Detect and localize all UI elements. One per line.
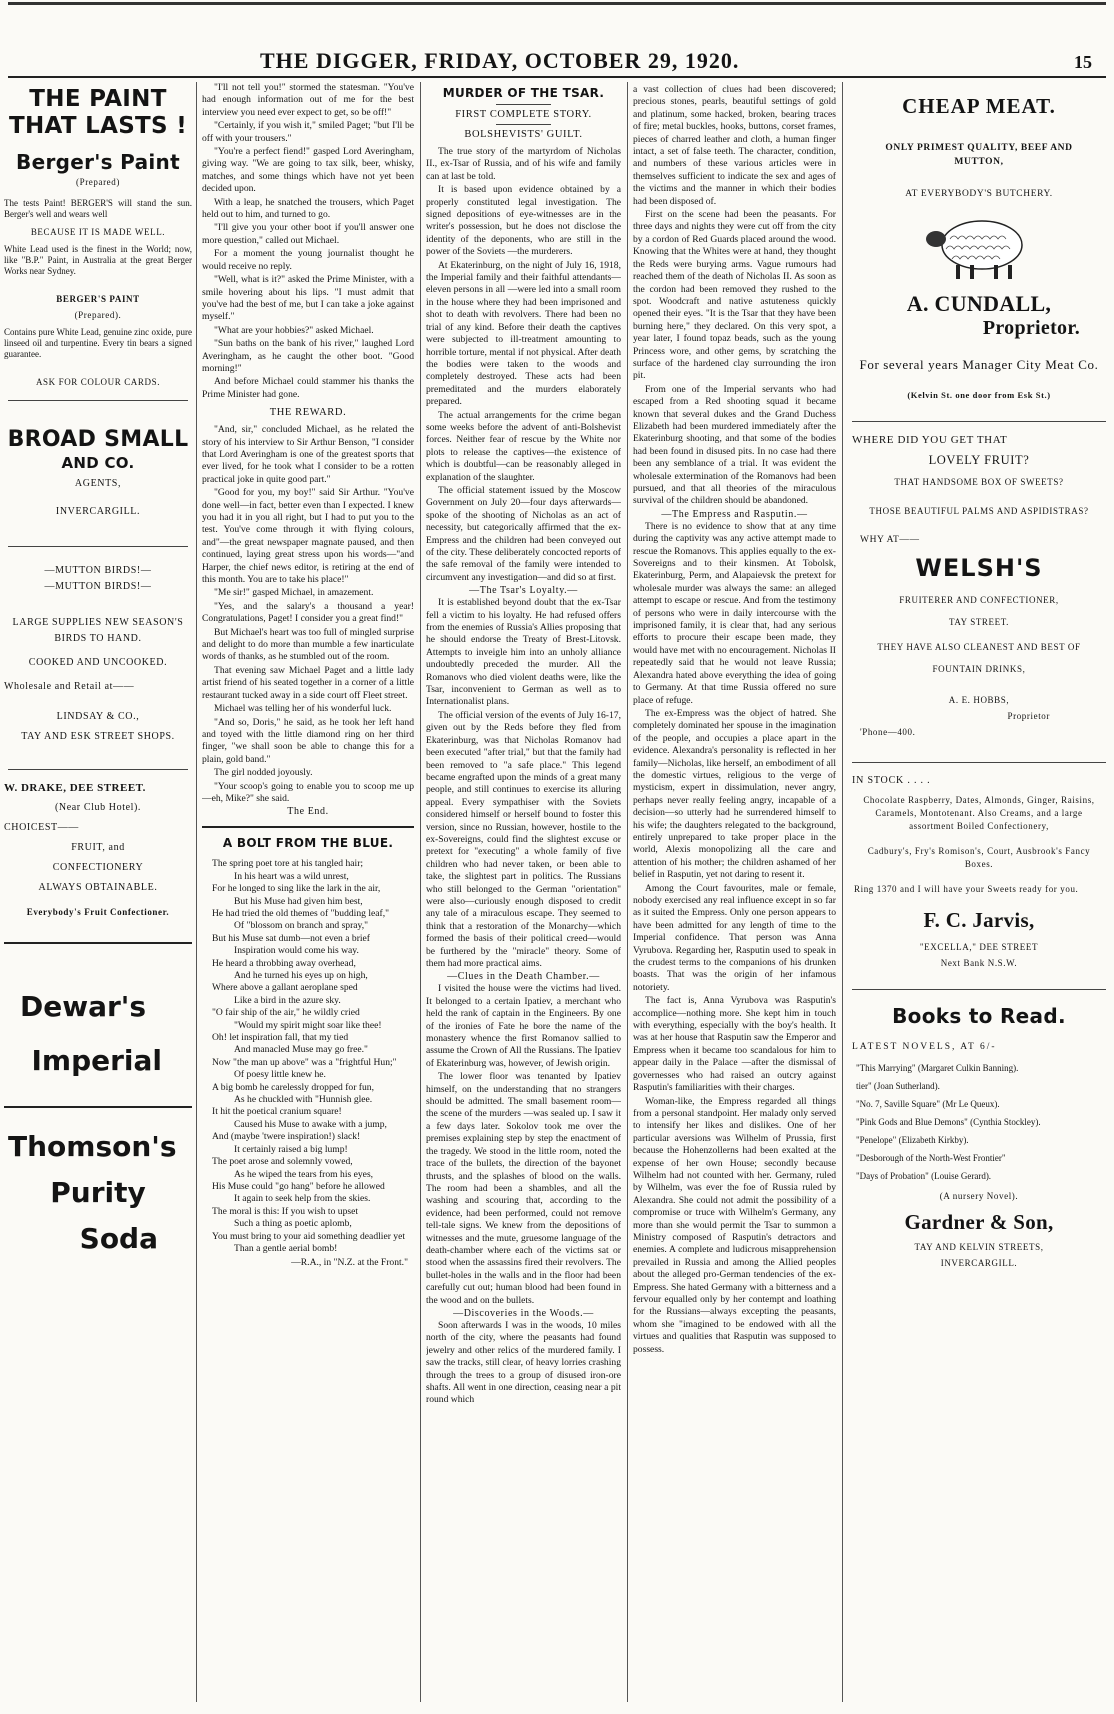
fruit-where: WHERE DID YOU GET THAT [852,434,1008,446]
story-paragraph: "Your scoop's going to enable you to scoop me up—eh, Mike?" she said. [202,780,414,804]
broad-small-co: AND CO. [61,454,135,472]
drake-choicest: CHOICEST—— [4,822,79,833]
poem-line: It hit the poetical cranium square! [212,1106,342,1118]
meat-address: (Kelvin St. one door from Esk St.) [907,390,1051,400]
poem-line: Like a bird in the azure sky. [234,994,341,1006]
thomsons-line-3: Soda [79,1222,158,1255]
ad-divider [8,400,188,401]
article-paragraph: The official statement issued by the Moscow Government on July 20—four days afterwards—spoke of the shooting of Nicholas as an act of necessity, but categorically affirmed that the ex-Empress and the children had been conveyed out of the city. These deliberately concocted reports of the safe removal of the family were intended to circumvent any investigation—and did so at first. [426,484,621,583]
poem-line: Oh! let inspiration fall, that my tied [212,1032,349,1044]
article-paragraph: It is based upon evidence obtained by a properly constituted legal investigation. The signed depositions of eye-witnesses are in the writer's possession, but he does not disclose the identity of the deponents, who are still in the power of the Soviets —the murderers. [426,184,621,258]
reward-subheading: THE REWARD. [269,407,347,419]
fruit-proprietor: Proprietor [1007,711,1050,721]
fruit-owner: A. E. HOBBS, [948,695,1010,705]
poem-line: As he wiped the tears from his eyes, [234,1168,374,1180]
stock-ring: Ring 1370 and I will have your Sweets ready for you. [854,884,1079,894]
ad-divider [852,762,1106,763]
paint-body-2: White Lead used is the finest in the World; now, like "B.P." Paint, in Australia at the great Berger Works near Sydney. [4,244,192,276]
story-paragraph: "Good for you, my boy!" said Sir Arthur. "You've done well—in fact, better even than I expected. I knew you had it in you all right, but I had to put you to the test. You've come through it with flying colours, and"—the great newspaper magnate paused, and then continued, laying great stress upon his words—"and Harper, the chief news editor, is retiring at the end of this month. You are to take his place!" [202,487,414,586]
ad-divider [4,1106,192,1108]
poem-line: It certainly raised a big lump! [234,1143,348,1155]
broad-small-town: INVERCARGILL. [55,506,141,517]
mutton-birds-1: —MUTTON BIRDS!— [44,565,152,576]
story-paragraph: "Sun baths on the bank of his river," laughed Lord Averingham, as he caught the other boot. "Good morning!" [202,338,414,374]
gardner-town: INVERCARGILL. [940,1258,1018,1268]
mutton-birds-2: —MUTTON BIRDS!— [44,581,152,592]
story-paragraph: That evening saw Michael Paget and a little lady artist friend of his seated together in a corner of a little restaurant tucked away in a side court off Fleet street. [202,664,414,701]
poem-line: Of "blossom on branch and spray," [234,920,369,932]
story-paragraph: "And, sir," concluded Michael, as he related the story of his interview to Sir Arthur Benson, "I consider that Lord Averingham is one of the greatest sports that ever lived, for he took what I consider to be a rotten practical joke in quite good part." [202,424,414,485]
drake-fruit: FRUIT, and [71,842,125,853]
fruit-lovely: LOVELY FRUIT? [928,453,1030,467]
paint-ask-cards: ASK FOR COLOUR CARDS. [35,377,161,387]
article-paragraph: Woman-like, the Empress regarded all things from a personal standpoint. Her malady only served to intensify her likes and dislikes. One of her particular aversions was Wilhelm of Prussia, first because the Hohenzollerns had been exalted at the expense of her own House; secondly because Wilhelm had not counted with her. Germany, ruled by Wilhelm, was ever the foe of Russia ruled by Alexandra. She could not admit the possibility of a compromise or truce with Wilhelm's Germany, any more than she would permit the Tsar to summon a Ministry composed of Rasputin's detractors and enemies. A complete and ludicrous misapprehension prevailed in Russia and among the Allied peoples about the alleged pro-German tendencies of the ex-Empress. She hated Germany with a bitterness and a fervour equalled only by her contempt and loathing for the Russians—always excepting the peasants, whom she "imagined to be endowed with all the virtues and qualities that Rasputin was supposed to possess. [633,1095,836,1355]
section-heading: —The Empress and Rasputin.— [661,508,808,520]
poem-line: And (maybe 'twere inspiration!) slack! [212,1131,361,1143]
meat-proprietor-title: Proprietor. [982,317,1080,339]
headline-rule [496,124,551,125]
drake-always: ALWAYS OBTAINABLE. [38,882,158,893]
jarvis-next-bank: Next Bank N.S.W. [940,958,1018,968]
story-paragraph: The girl nodded joyously. [214,767,313,779]
story-paragraph: And before Michael could stammer his thanks the Prime Minister had gone. [202,376,414,400]
story-end: The End. [287,806,329,818]
broad-small-name: BROAD SMALL [7,427,189,452]
drake-name: W. DRAKE, DEE STREET. [4,782,146,794]
mutton-supplies: LARGE SUPPLIES NEW SEASON'S BIRDS TO HAND. [12,617,184,644]
article-paragraph: Soon afterwards I was in the woods, 10 miles north of the city, where the peasants had found jewelry and other relics of the murdered family. I saw the tracks, still clear, of heavy lorries crashing through the trees to a group of disused iron-ore shafts. All went in one direction, ceasing near a pit round which [426,1319,621,1406]
mutton-wholesale: Wholesale and Retail at—— [4,681,135,692]
poem-line: He heard a throbbing away overhead, [212,957,356,969]
story-paragraph: With a leap, he snatched the trousers, which Paget held out to him, and turned to go. [202,196,414,221]
story-paragraph: But Michael's heart was too full of mingled surprise and delight to do more than mumble a few inarticulate words of thanks, as he stumbled out of the room. [202,626,414,663]
paint-prepared: (Prepared) [76,177,120,187]
paint-body-1: The tests Paint! BERGER'S will stand the sun. Berger's well and wears well [4,198,192,219]
poem-line: In his heart was a wild unrest, [234,870,349,882]
fruit-palms: THOSE BEAUTIFUL PALMS AND ASPIDISTRAS? [869,506,1089,516]
poem-line: Inspiration would come his way. [234,945,359,957]
newspaper-title: THE DIGGER, FRIDAY, OCTOBER 29, 1920. [260,48,740,73]
dewars-line-1: Dewar's [20,990,147,1023]
paint-headline: THE PAINT THAT LASTS ! [8,86,188,139]
article-paragraph: The fact is, Anna Vyrubova was Rasputin's accomplice—nothing more. She kept him in touch with everything, especially with the boy's health. It was at her house that Rasputin saw the Emperor and Empress when it became too scandalous for him to appear daily in the Palace —after the dismissal of governesses who had raised an outcry against Rasputin's familiarities with their charges. [633,995,836,1094]
drake-everybody: Everybody's Fruit Confectioner. [26,907,170,917]
column-advertisements-left [4,82,192,1702]
section-heading: —Clues in the Death Chamber.— [447,971,600,983]
book-title: "This Marrying" (Margaret Culkin Banning). [856,1063,1019,1073]
book-title: "Desborough of the North-West Frontier" [856,1153,1006,1163]
article-paragraph: I visited the house were the victims had lived. It belonged to a certain Ipatiev, a merchant who held the rank of captain in the Engineers. By one of the ironies of Fate he bore the name of the monastery whence the first Romanov sallied to assume the Crown of All the Russians. The Ipatiev of Ekaterinburg was, however, of Jewish origin. [426,983,621,1069]
ad-divider [8,769,188,770]
poem-line: A big bomb he carelessly dropped for fun, [212,1081,374,1093]
jarvis-name: F. C. Jarvis, [923,908,1035,932]
meat-experience: For several years Manager City Meat Co. [859,357,1099,372]
poem-headline: A BOLT FROM THE BLUE. [222,836,394,851]
poem-line: The moral is this: If you wish to upset [212,1205,359,1217]
books-latest: LATEST NOVELS, AT 6/- [852,1042,997,1052]
section-heading: —The Tsar's Loyalty.— [469,585,578,597]
poem-line: Where above a gallant aeroplane sped [212,982,358,994]
book-title: tier" (Joan Sutherland). [856,1081,940,1091]
poem-body [202,858,414,1255]
thomsons-line-1: Thomson's [8,1130,177,1163]
poem-line: The spring poet tore at his tangled hair; [212,858,364,870]
poem-line: Of poesy little knew he. [234,1069,326,1081]
broad-small-agents: AGENTS, [74,478,122,489]
page-number: 15 [1074,52,1092,72]
thomsons-line-2: Purity [50,1176,146,1209]
paint-prepared-2: (Prepared). [74,310,122,320]
paint-brand-2: BERGER'S PAINT [56,294,140,304]
poem-line: Now "the man up above" was a "frightful Hun;" [212,1056,397,1068]
meat-butchery: AT EVERYBODY'S BUTCHERY. [905,189,1053,199]
story-paragraph: Michael was telling her of his wonderful luck. [214,703,392,715]
ad-divider [852,989,1106,990]
story-paragraph: "Yes, and the salary's a thousand a year! Congratulations, Paget! I consider you a great find!" [202,600,414,625]
poem-line: You must bring to your aid something deadlier yet [212,1230,406,1242]
fruit-street: TAY STREET. [948,617,1010,627]
article-subheading: BOLSHEVISTS' GUILT. [464,129,583,140]
column-tsar-article-continued [633,82,836,1702]
poem-line: But his Muse sat dumb—not even a brief [212,932,371,944]
story-paragraph: For a moment the young journalist thought he would receive no reply. [202,248,414,272]
story-paragraph: "Certainly, if you wish it," smiled Paget; "but I'll be off with your trousers." [202,120,414,144]
article-paragraph: The official version of the events of July 16-17, given out by the Reds before they fled from Ekaterinburg, was that Nicholas Romanov had been executed "after trial," but that the family had been removed to "a safe place." This legend became engrafted upon the minds of a great many people, and still continues to exercise its alluring appeal. Every sympathiser with the Soviets considered himself or herself bound to foster this version, since no Russian, however, hostile to the ex-Sovereigns, could find the slightest excuse or pretext for "executing" a whole family of five children who had never taken, or been able to take, the slightest part in politics. The Russians who still belonged to the German "orientation" were also—curiously enough disposed to credit any tale of a miraculous escape. They seemed to think that a restoration of the Monarchy—which formed the basis of their political creed—would be furthered by the "miracle" theory. Some of them had more practical aims. [426,709,621,969]
paint-because: BECAUSE IT IS MADE WELL. [30,227,166,237]
drake-confectionery: CONFECTIONERY [52,862,144,873]
stock-list: Chocolate Raspberry, Dates, Almonds, Ginger, Raisins, Caramels, Montotenant. Also Creams, and a large assortment Boiled Confectionery, [863,795,1095,831]
sheep-illustration [920,209,1038,283]
article-headline: MURDER OF THE TSAR. [442,86,605,100]
poem-line: It again to seek help from the skies. [234,1193,371,1205]
meat-quality: ONLY PRIMEST QUALITY, BEEF AND MUTTON, [885,143,1073,167]
top-border [8,2,1106,5]
poem-line: Than a gentle aerial bomb! [234,1242,338,1254]
story-continuation [202,82,414,401]
article-body [426,146,621,1407]
poem-line: His Muse could "go hang" before he allowed [212,1180,385,1192]
section-heading: —Discoveries in the Woods.— [453,1307,594,1319]
article-subheading: FIRST COMPLETE STORY. [455,109,592,120]
poem-line: But his Muse had given him best, [234,895,363,907]
column-story-and-poem [202,82,414,1702]
gardner-name: Gardner & Son, [904,1210,1054,1234]
fruit-phone: 'Phone—400. [860,727,916,737]
poem-line: Such a thing as poetic aplomb, [234,1218,352,1230]
story-paragraph: "And so, Doris," he said, as he took her left hand and toyed with the little diamond ring on her third finger, "we shall soon be able to change this for a plain, gold band." [202,716,414,765]
masthead [0,0,1114,80]
headline-rule [496,104,551,105]
poem-line: Caused his Muse to awake with a jump, [234,1118,387,1130]
books-list [848,1062,1110,1182]
poem-attribution: —R.A., in "N.Z. at the Front." [291,1257,408,1269]
column-tsar-article [426,82,621,1702]
ad-divider [4,942,192,944]
poem-line: For he longed to sing like the lark in the air, [212,883,381,895]
column-divider [420,82,421,1702]
column-divider [196,82,197,1702]
article-paragraph: First on the scene had been the peasants. For three days and nights they were cut off from the city by a cordon of Red Guards placed around the wood. Knowing that the Whites were at hand, they thought the Reds were burying arms. Vague rumours had reached them of the death of Nicholas II. As soon as the cordon had been removed they rushed to the spot. Woodcraft and native astuteness quickly opened their eyes. "It is the Tsar that they have been burning here," they declared. On this very spot, a year later, I found topaz beads, such as the young Princess wore, and other gems, by scratching the surface of the hardened clay surrounding the iron pit. [633,209,836,382]
poem-line: And he turned his eyes up on high, [234,970,368,981]
poem-line: "O fair ship of the air," he wildly cried [212,1007,360,1019]
jarvis-excella: "EXCELLA," DEE STREET [919,942,1039,952]
story-paragraph: "I'll give you your other boot if you'll answer one more question," called out Michael. [202,222,414,246]
article-paragraph: It is established beyond doubt that the ex-Tsar fell a victim to his loyalty. He had refused offers from the enemies of Russia's Allies proposing that he should endorse the Treaty of Brest-Litovsk. Attempts to inveigle him into an unholy alliance undoubtedly preceded the murder. All the Romanovs who died violent deaths were, like the Tsar, inconvenient to German as well as to Internationalist plans. [426,597,621,708]
article-body [633,84,836,1356]
book-title: "No. 7, Saville Square" (Mr Le Queux). [856,1099,1000,1109]
story-paragraph: "Well, what is it?" asked the Prime Minister, with a smile hovering about his lips. "I must admit that you've had the best of me, but I can take a joke against myself." [202,274,414,323]
books-nursery: (A nursery Novel). [939,1191,1019,1201]
mutton-cooked: COOKED AND UNCOOKED. [28,657,168,668]
ad-divider [8,546,188,547]
poem-line: The poet arose and solemnly vowed, [212,1156,353,1168]
article-paragraph: a vast collection of clues had been discovered; precious stones, pearls, beautiful settings of gold and platinum, some hacked, broken, bearing traces of fire; metal buckles, hooks, buttons, corset frames, pieces of charred leather and cloth, a human finger intact, a set of false teeth. The character, condition, and numbers of these various articles were in themselves sufficient to indicate the sex and ages of the victims and the manner in which their bodies had been disposed of. [633,84,836,207]
poem-line: As he chuckled with "Hunnish glee. [234,1094,373,1106]
paint-body-3: Contains pure White Lead, genuine zinc oxide, pure linseed oil and turpentine. Every tin bears a signed guarantee. [4,327,192,359]
book-title: "Pink Gods and Blue Demons" (Cynthia Stockley). [856,1117,1041,1127]
gardner-address: TAY AND KELVIN STREETS, [914,1242,1044,1252]
fruit-trade: FRUITERER AND CONFECTIONER, [899,595,1059,605]
drake-near: (Near Club Hotel). [54,802,142,813]
article-paragraph: The lower floor was tenanted by Ipatiev himself, on the understanding that no strangers should be admitted. The small basement room—the scene of the murders —was sealed up. I saw it a few days later. Sokolov took me over the premises explaining step by step the enactment of the tragedy. We stood in the little room, noted the trace of the bullets, the direction of the bayonet thrusts, and the splashes of blood on the walls. The room had been a shambles, and all the washing and scouring that, according to the evidence, had been performed, could not remove tell-tale signs. We knew from the depositions of witnesses and the mute, gruesome language of the death-chamber where each of the victims sat or stood when the assassins fired their revolvers. The bullet-holes in the walls and in the floor had been carefully cut out; human blood had been found in the wood and on the bullets. [426,1071,621,1306]
meat-proprietor-name: A. CUNDALL, [906,291,1052,316]
welshs-brand: WELSH'S [915,554,1043,582]
article-paragraph: The actual arrangements for the crime began some weeks before the advent of anti-Bolshevist forces. Neither fear of rescue by the White nor plots to release the captives—the existence of which is doubtful—can be reasonably alleged in explanation of the slaughter. [426,409,621,483]
mutton-shops: TAY AND ESK STREET SHOPS. [21,731,175,742]
column-divider [627,82,628,1702]
article-paragraph: Among the Court favourites, male or female, nobody exercised any real influence except in so far as it suited the Empress. Only one person appears to have been admitted for any length of time to the Imperial confidence. That person was Anna Vyrubova. Regarding her, Rasputin used to speak in the crudest terms to the companions of his drunken boasts. That was the origin of her infamous notoriety. [633,882,836,993]
story-paragraph: "I'll not tell you!" stormed the statesman. "You've had enough information out of me for the best interview you need ever expect to get, so be off!" [202,82,414,118]
article-paragraph: The ex-Empress was the object of hatred. She completely dominated her spouse in the imagination of the people, and occupies a place apart in the evidence. Alexandra's personality is reflected in her family—Nicholas, like herself, an embodiment of all the domestic virtues, religious to the verge of mysticism, expert in dissimulation, never angry, perhaps never really feeling angry, incapable of a decision—so utterly had he surrendered himself to his wife; the daughters relegated to the background, entirely unprepared to take proper place in the world, Alexis monopolizing all the care and attention of his mother; the children ashamed of her belief in Rasputin, yet not daring to resent it. [633,707,836,881]
story-paragraph: "What are your hobbies?" asked Michael. [214,324,374,336]
mutton-firm: LINDSAY & CO., [56,711,140,722]
dewars-line-2: Imperial [31,1044,162,1077]
book-title: "Days of Probation" (Louise Gerard). [856,1171,992,1181]
column-divider [842,82,843,1702]
stock-heading: IN STOCK . . . . [852,775,931,786]
meat-headline: CHEAP MEAT. [902,94,1056,118]
poem-line: And manacled Muse may go free." [234,1044,368,1056]
books-headline: Books to Read. [892,1004,1066,1028]
article-divider [202,826,414,828]
article-paragraph: The true story of the martyrdom of Nicholas II., ex-Tsar of Russia, and of his wife and family can at last be told. [426,146,621,182]
fruit-also: THEY HAVE ALSO CLEANEST AND BEST OF FOUNTAIN DRINKS, [877,642,1081,674]
story-reward [202,424,414,805]
ad-divider [852,421,1106,422]
book-title: "Penelope" (Elizabeth Kirkby). [856,1135,969,1145]
poem-line: He had tried the old themes of "budding leaf," [212,907,390,919]
paint-brand: Berger's Paint [16,150,180,174]
story-paragraph: "Me sir!" gasped Michael, in amazement. [214,587,374,599]
article-paragraph: At Ekaterinburg, on the night of July 16, 1918, the Imperial family and their faithful attendants—eleven persons in all —were led into a small room in the house where they had been imprisoned and shot to death with revolvers. There had been no trial of any kind. Before their death the captives were subjected to ill-treatment amounting to horrible torture, mental if not physical. After death the bodies were taken to the woods and completely destroyed. These acts had been premeditated and the murders elaborately prepared. [426,259,621,408]
fruit-sweets: THAT HANDSOME BOX OF SWEETS? [894,477,1064,487]
poem-line: "Would my spirit might soar like thee! [234,1019,382,1031]
masthead-rule [8,76,1106,78]
article-paragraph: There is no evidence to show that at any time during the captivity was any active attempt made to rescue the Romanovs. This applies equally to the ex-Sovereigns and to their kinsmen. At Tobolsk, Ekaterinburg, Perm, and Alapaievsk the pretext for wholesale murder was always the same: an alleged attempt to escape or rescue. And from the testimony of persons who were in daily intercourse with the imprisoned family, it is clear that, had any serious efforts to procure their escape been made, they would have met with no encouragement. Nicholas II repeatedly said that he would not leave Russia; Alexandra hated above everything the idea of going to Germany. At that time Russia offered no sure place of refuge. [633,520,836,706]
stock-boxes: Cadbury's, Fry's Romison's, Court, Ausbrook's Fancy Boxes. [867,846,1091,869]
article-paragraph: From one of the Imperial servants who had escaped from a Red shooting squad it became known that several dukes and the Grand Duchess Elizabeth had been murdered immediately after the Ekaterinburg shooting, and that some of the bodies had been found in disused pits. In no case had there been any semblance of a trial. It was evident the wholesale extermination of the Romanovs had been pursued, and that all theories of the miraculous survival of the children should be abandoned. [633,383,836,507]
story-paragraph: "You're a perfect fiend!" gasped Lord Averingham, giving way. "We are going to tax silk, beer, whisky, matches, and some things which have not yet been decided upon. [202,146,414,195]
fruit-why-at: WHY AT—— [860,535,920,545]
column-advertisements-right [848,82,1110,1702]
